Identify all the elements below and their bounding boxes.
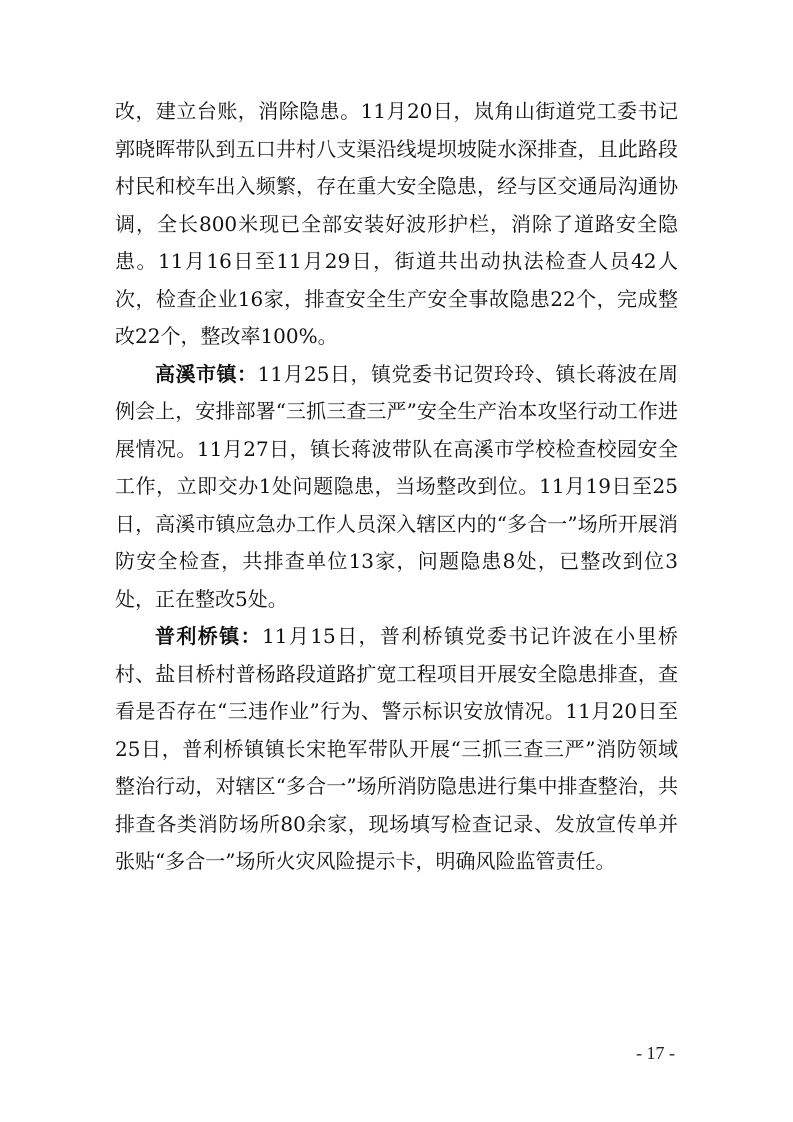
page-number: - 17 - — [636, 1043, 675, 1063]
paragraph-pulIqiao-town — [115, 618, 678, 881]
paragraph-gaoxishi-town — [115, 356, 678, 619]
paragraph-lead-heading: 普利桥镇： — [155, 624, 262, 648]
paragraph-text: 11月15日，普利桥镇党委书记许波在小里桥村、盐目桥村普杨路段道路扩宽工程项目开展安全隐患排查，查看是否存在“三违作业”行为、警示标识安放情况。11月20日至25日，普利桥镇镇长宋艳军带队开展“三抓三查三严”消防领域整治行动，对辖区“多合一”场所消防隐患进行集中排查整治，共排查各类消防场所80余家，现场填写检查记录、发放宣传单并张贴“多合一”场所火灾风险提示卡，明确风险监管责任。 — [115, 624, 678, 873]
paragraph-lead-heading: 高溪市镇： — [155, 361, 258, 386]
document-body — [115, 93, 678, 881]
paragraph-continuation — [115, 93, 678, 356]
paragraph-text: 11月25日，镇党委书记贺玲玲、镇长蒋波在周例会上，安排部署“三抓三查三严”安全生产治本攻坚行动工作进展情况。11月27日，镇长蒋波带队在高溪市学校检查校园安全工作，立即交办1处问题隐患，当场整改到位。11月19日至25日，高溪市镇应急办工作人员深入辖区内的“多合一”场所开展消防安全检查，共排查单位13家，问题隐患8处，已整改到位3处，正在整改5处。 — [115, 361, 679, 611]
paragraph-text: 改，建立台账，消除隐患。11月20日，岚角山街道党工委书记郭晓晖带队到五口井村八支渠沿线堤坝坡陡水深排查，且此路段村民和校车出入频繁，存在重大安全隐患，经与区交通局沟通协调，全长800米现已全部安装好波形护栏，消除了道路安全隐患。11月16日至11月29日，街道共出动执法检查人员42人次，检查企业16家，排查安全生产安全事故隐患22个，完成整改22个，整改率100%。 — [115, 99, 678, 348]
